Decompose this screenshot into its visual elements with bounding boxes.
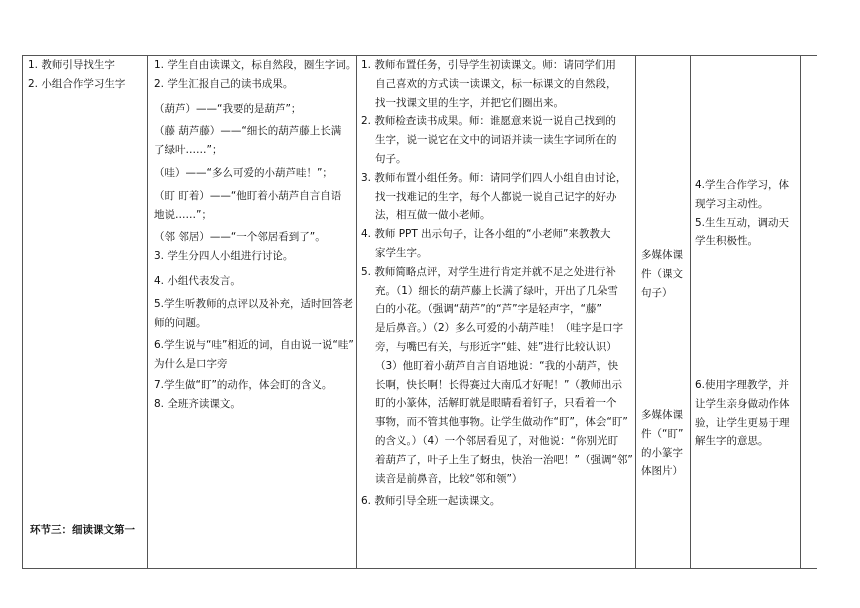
student-activity-column xyxy=(154,56,357,414)
text-line: 解生字的意思。 xyxy=(695,435,769,448)
table-border-right xyxy=(800,55,801,569)
text-line: 长啊，快长啊！长得赛过大南瓜才好呢！”（教师出示 xyxy=(375,378,622,391)
text-line: 着葫芦了，叶子上生了蚜虫，快治一治吧！”（强调“邻” xyxy=(375,453,633,466)
text-line: 1. 学生自由读课文，标自然段，圈生字词。 xyxy=(154,59,357,71)
text-line: 的小篆字 xyxy=(641,446,683,459)
column-divider-2 xyxy=(356,55,357,569)
text-line: 4. 小组代表发言。 xyxy=(154,274,241,287)
media-cell xyxy=(641,246,687,302)
text-line: 体图片） xyxy=(641,465,683,478)
column-divider-1 xyxy=(147,55,148,569)
text-line: 1. 教师布置任务，引导学生初读课文。师：请同学们用 xyxy=(361,59,616,71)
text-line: 找一找难记的生字，每个人都说一说自己记字的好办 xyxy=(375,190,617,203)
text-line: 2. 学生汇报自己的读书成果。 xyxy=(154,77,294,90)
text-line: 为什么是口字旁 xyxy=(154,358,228,371)
text-line: 是后鼻音。）（2）多么可爱的小葫芦哇！（哇字是口字 xyxy=(375,322,624,335)
text-line: 家学生字。 xyxy=(375,246,428,259)
text-line: 的含义。）（4）一个邻居看见了，对他说：“你别光盯 xyxy=(375,434,619,447)
text-line: （葫芦）——“我要的是葫芦”； xyxy=(154,102,302,115)
text-line: 多媒体课 xyxy=(641,409,683,421)
text-line: 8. 全班齐读课文。 xyxy=(154,397,241,410)
text-line: （邻 邻居）——“一个邻居看到了”。 xyxy=(154,231,326,244)
text-line: 生字，说一说它在文中的词语并读一读生字词所在的 xyxy=(375,134,617,147)
text-line: 3. 教师布置小组任务。师：请同学们四人小组自由讨论， xyxy=(361,171,627,184)
text-line: （哇）——“多么可爱的小葫芦哇！”； xyxy=(154,166,333,179)
text-line: 读音是前鼻音，比较“邻和领”） xyxy=(375,472,523,485)
text-line: 找一找课文里的生字，并把它们圈出来。 xyxy=(375,96,564,109)
text-line: 5. 教师简略点评，对学生进行肯定并就不足之处进行补 xyxy=(361,265,616,278)
text-line: 多媒体课 xyxy=(641,249,683,261)
step-item: 2. 小组合作学习生字 xyxy=(28,77,126,90)
steps-column xyxy=(28,56,140,94)
text-line: 7.学生做“盯”的动作，体会盯的含义。 xyxy=(154,378,333,391)
teacher-activity-column xyxy=(361,56,636,511)
text-line: 地说……”； xyxy=(154,208,212,221)
text-line: 4. 教师 PPT 出示句子，让各小组的“小老师”来教教大 xyxy=(361,228,611,241)
text-line: 自己喜欢的方式读一读课文，标一标课文的自然段， xyxy=(375,77,617,90)
text-line: 6.使用字理教学，并 xyxy=(695,379,790,391)
text-line: 句子。 xyxy=(375,152,407,165)
text-line: 验，让学生更易于理 xyxy=(695,416,790,429)
design-intent-cell xyxy=(695,376,795,451)
text-line: 件（课文 xyxy=(641,267,683,280)
text-line: 师的问题。 xyxy=(154,316,207,329)
text-line: （藤 葫芦藤）——“细长的葫芦藤上长满 xyxy=(154,125,342,138)
table-bottom-rule xyxy=(22,568,817,569)
section-heading: 环节三：细读课文第一 xyxy=(30,524,135,536)
text-line: 6. 教师引导全班一起读课文。 xyxy=(361,495,501,508)
text-line: 学生积极性。 xyxy=(695,235,758,248)
text-line: 件（“盯” xyxy=(641,427,684,440)
text-line: （盯 盯着）——“他盯着小葫芦自言自语 xyxy=(154,189,342,202)
text-line: 5.学生听教师的点评以及补充，适时回答老 xyxy=(154,297,354,310)
column-divider-4 xyxy=(690,55,691,569)
text-line: 白的小花。（强调“葫芦”的“芦”字是轻声字，“藤” xyxy=(375,303,602,316)
text-line: 3. 学生分四人小组进行讨论。 xyxy=(154,250,294,263)
text-line: 5.生生互动，调动天 xyxy=(695,216,790,229)
text-line: 了绿叶……”； xyxy=(154,144,223,157)
text-line: 句子） xyxy=(641,286,673,299)
step-item: 1. 教师引导找生字 xyxy=(28,59,115,71)
text-line: 盯的小篆体，活解盯就是眼睛看着钉子，只看着一个 xyxy=(375,397,617,410)
design-intent-cell xyxy=(695,176,795,251)
text-line: 法，相互做一做小老师。 xyxy=(375,209,491,222)
text-line: 2. 教师检查读书成果。师：谁愿意来说一说自己找到的 xyxy=(361,115,616,128)
text-line: （3）他盯着小葫芦自言自语地说：“我的小葫芦，快 xyxy=(375,359,619,372)
text-line: 现学习主动性。 xyxy=(695,197,769,210)
media-cell xyxy=(641,406,687,481)
text-line: 让学生亲身做动作体 xyxy=(695,397,790,410)
text-line: 旁，与嘴巴有关，与形近字“蛙、娃”进行比较认识） xyxy=(375,340,617,353)
text-line: 事物，而不管其他事物。让学生做动作“盯”，体会“盯” xyxy=(375,416,628,429)
table-border-left xyxy=(22,55,23,569)
text-line: 6.学生说与“哇”相近的词，自由说一说“哇” xyxy=(154,339,354,352)
text-line: 充。（1）细长的葫芦藤上长满了绿叶，开出了几朵雪 xyxy=(375,284,618,297)
text-line: 4.学生合作学习，体 xyxy=(695,179,790,191)
